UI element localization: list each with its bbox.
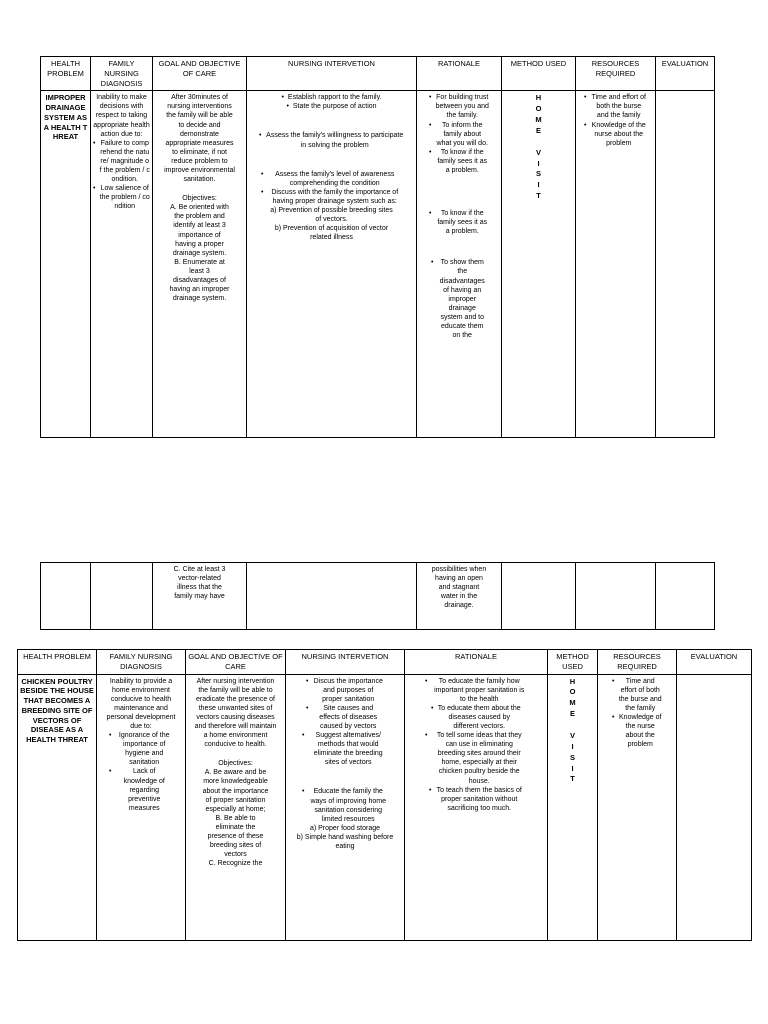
care-plan-table-2 bbox=[40, 562, 715, 630]
health-problem-cell bbox=[18, 674, 97, 941]
objective-item: B. Be able to eliminate the presence of these breeding sites of vectors bbox=[207, 814, 264, 859]
resource-item: • Time and effort of both the burse and the family bbox=[600, 677, 674, 713]
objective-item: C. Recognize the bbox=[208, 860, 263, 868]
objective-item: B. Enumerate at least 3 disadvantages of having an improper drainage system. bbox=[169, 258, 230, 303]
header-nursing-intervention: NURSING INTERVETION bbox=[247, 57, 417, 91]
health-problem-cell bbox=[41, 91, 91, 438]
intervention-item: • Discus the importance and purposes of proper sanitation bbox=[288, 677, 402, 704]
intervention-sub: b) Simple hand washing before eating bbox=[296, 833, 394, 850]
health-problem-text: IMPROPER DRAINAGE SYSTEM AS A HEALTH THREAT bbox=[43, 93, 88, 142]
header-nursing-intervention: NURSING INTERVETION bbox=[286, 650, 405, 675]
header-family-nursing-diagnosis: FAMILY NURSING DIAGNOSIS bbox=[97, 650, 186, 675]
evaluation-cell bbox=[677, 674, 752, 941]
rationale-item: • To inform the family about what you will do. bbox=[419, 121, 499, 148]
goal-intro: After 30minutes of nursing interventions the family will be able to decide and demonstrate appropriate measures to eliminate, if not reduce problem to improve environmental sanitation. bbox=[164, 94, 235, 184]
header-health-problem: HEALTH PROBLEM bbox=[41, 57, 91, 91]
diagnosis-bullet: • Lack of knowledge of regarding preventive measures bbox=[99, 767, 183, 812]
rationale-item: • To educate them about the diseases caused by different vectors. bbox=[407, 704, 545, 731]
intervention-item: • Site causes and effects of diseases caused by vectors bbox=[288, 704, 402, 731]
table-row bbox=[41, 91, 715, 438]
method-home-visit: H O M E V I S I T bbox=[569, 676, 576, 784]
intervention-sub: b) Prevention of acquisition of vector related illness bbox=[274, 225, 389, 242]
objectives-label: Objectives: bbox=[182, 195, 217, 203]
care-plan-table-1 bbox=[40, 56, 715, 438]
resource-item: • Time and effort of both the burse and the family bbox=[578, 93, 653, 120]
goal-cell bbox=[153, 91, 247, 438]
header-row bbox=[18, 650, 752, 675]
intervention-cell bbox=[286, 674, 405, 941]
rationale-continuation: possibilities when having an open and stagnant water in the drainage. bbox=[431, 566, 487, 610]
header-family-nursing-diagnosis: FAMILY NURSING DIAGNOSIS bbox=[91, 57, 153, 91]
header-method-used: METHOD USED bbox=[502, 57, 576, 91]
rationale-item: • To tell some ideas that they can use in eliminating breeding sites around their home, especially at their chicken poultry beside the house. bbox=[407, 731, 545, 786]
goal-intro: After nursing intervention the family will be able to eradicate the presence of these unwanted sites of vectors causing diseases and therefore will maintain a home environment conducive to health. bbox=[194, 677, 277, 749]
health-problem-text: CHICKEN POULTRY BESIDE THE HOUSE THAT BECOMES A BREEDING SITE OF VECTORS OF DISEASE AS A HEALTH THREAT bbox=[20, 676, 94, 744]
diagnosis-intro: Inability to make decisions with respect to taking appropriate health action due to: bbox=[93, 94, 150, 138]
intervention-cell bbox=[247, 91, 417, 438]
rationale-item: • To show them the disadvantages of having an improper drainage system and to educate them on the bbox=[419, 258, 499, 340]
resource-item: • Knowledge of the nurse about the problem bbox=[600, 713, 674, 749]
header-evaluation: EVALUATION bbox=[656, 57, 715, 91]
rationale-cell bbox=[405, 674, 548, 941]
diagnosis-cell bbox=[97, 674, 186, 941]
diagnosis-intro: Inability to provide a home environment conducive to health maintenance and personal development due to: bbox=[106, 677, 176, 730]
diagnosis-bullet: • Ignorance of the importance of hygiene and sanitation bbox=[99, 731, 183, 767]
intervention-item: • Educate the family the ways of improving home sanitation considering limited resources bbox=[288, 787, 402, 823]
intervention-sub: a) Prevention of possible breeding sites of vectors. bbox=[270, 207, 393, 224]
intervention-item: • Assess the family's level of awareness comprehending the condition bbox=[249, 170, 414, 188]
table-row bbox=[18, 674, 752, 941]
evaluation-cell bbox=[656, 91, 715, 438]
intervention-item: • Establish rapport to the family. bbox=[249, 93, 414, 102]
diagnosis-bullet: • Low salience of the problem / condition bbox=[93, 184, 150, 211]
diagnosis-bullet: • Failure to comprehend the nature/ magnitude of the problem / condition. bbox=[93, 139, 150, 184]
header-row bbox=[41, 57, 715, 91]
objective-item: A. Be oriented with the problem and identify at least 3 importance of having a proper drainage system. bbox=[170, 204, 229, 257]
objective-item: C. Cite at least 3 vector-related illness that the family may have bbox=[173, 566, 226, 601]
objective-item: A. Be aware and be more knowledgeable about the importance of proper sanitation especially at home; bbox=[202, 769, 269, 813]
method-cell bbox=[548, 674, 598, 941]
header-rationale: RATIONALE bbox=[417, 57, 502, 91]
goal-cell bbox=[153, 563, 247, 630]
intervention-item: • Assess the family's willingness to participate in solving the problem bbox=[249, 131, 414, 149]
resources-cell bbox=[598, 674, 677, 941]
objectives-label: Objectives: bbox=[218, 760, 253, 768]
intervention-sub: a) Proper food storage bbox=[309, 824, 381, 832]
rationale-cell bbox=[417, 91, 502, 438]
header-goal-objective: GOAL AND OBJECTIVE OF CARE bbox=[153, 57, 247, 91]
rationale-item: • For building trust between you and the family. bbox=[419, 93, 499, 120]
rationale-item: • To know if the family sees it as a problem. bbox=[419, 209, 499, 236]
header-evaluation: EVALUATION bbox=[677, 650, 752, 675]
method-home-visit: H O M E V I S I T bbox=[535, 93, 542, 201]
table-row bbox=[41, 563, 715, 630]
resource-item: • Knowledge of the nurse about the problem bbox=[578, 121, 653, 148]
header-resources-required: RESOURCES REQUIRED bbox=[598, 650, 677, 675]
care-plan-table-3 bbox=[17, 649, 752, 941]
intervention-item: • State the purpose of action bbox=[249, 102, 414, 111]
diagnosis-cell bbox=[91, 91, 153, 438]
intervention-item: • Suggest alternatives/ methods that would eliminate the breeding sites of vectors bbox=[288, 731, 402, 767]
header-health-problem: HEALTH PROBLEM bbox=[18, 650, 97, 675]
method-cell bbox=[502, 91, 576, 438]
header-goal-objective: GOAL AND OBJECTIVE OF CARE bbox=[186, 650, 286, 675]
header-resources-required: RESOURCES REQUIRED bbox=[576, 57, 656, 91]
rationale-item: • To educate the family how important proper sanitation is to the health bbox=[407, 677, 545, 704]
header-rationale: RATIONALE bbox=[405, 650, 548, 675]
header-method-used: METHOD USED bbox=[548, 650, 598, 675]
intervention-item: • Discuss with the family the importance of having proper drainage system such as: bbox=[249, 188, 414, 206]
goal-cell bbox=[186, 674, 286, 941]
rationale-item: • To know if the family sees it as a problem. bbox=[419, 148, 499, 175]
resources-cell bbox=[576, 91, 656, 438]
rationale-cell bbox=[417, 563, 502, 630]
rationale-item: • To teach them the basics of proper sanitation without sacrificing too much. bbox=[407, 786, 545, 813]
